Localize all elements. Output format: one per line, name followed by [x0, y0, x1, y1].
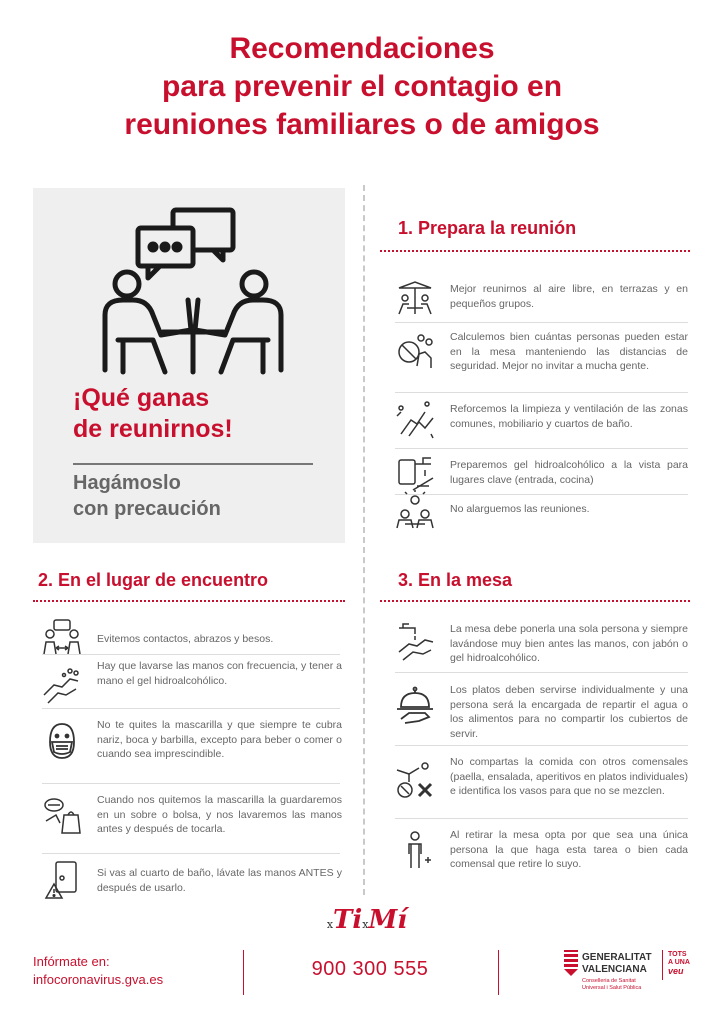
face-mask-icon — [42, 720, 82, 760]
gva-line-1: GENERALITAT — [582, 952, 652, 963]
hero-rule — [73, 463, 313, 465]
item-text: Reforcemos la limpieza y ventilación de las zonas comunes, mobiliario y cuartos de baño. — [450, 403, 688, 430]
hero-title-line-1: ¡Qué ganas — [73, 384, 210, 412]
column-divider — [363, 185, 365, 895]
title-line-2: para prevenir el contagio en — [161, 70, 563, 103]
separator — [42, 853, 340, 854]
tixmi-logo — [322, 905, 412, 945]
hand-sanitizer-icon — [395, 452, 435, 492]
item-text: No alarguemos las reuniones. — [450, 503, 590, 515]
tots-line-1: TOTS — [668, 951, 687, 958]
logo-x-left: x — [326, 918, 334, 931]
section-lugar-title: 2. En el lugar de encuentro — [38, 570, 269, 590]
washing-hands-tap-icon — [395, 622, 435, 662]
item-text: Hay que lavarse las manos con frecuencia, y tener a mano el gel hidroalcohólico. — [97, 660, 342, 687]
separator — [395, 322, 688, 323]
item-text: La mesa debe ponerla una sola persona y siempre lavándose muy bien antes las manos, con jabón o gel hidroalcohólico. — [450, 623, 688, 664]
info-label: Infórmate en: — [33, 954, 110, 969]
hero-subtitle-line-1: Hagámoslo — [73, 472, 181, 494]
logo-x-mid: x — [362, 918, 369, 931]
title-line-3: reuniones familiares o de amigos — [124, 108, 600, 141]
gva-subtitle — [582, 978, 641, 992]
no-crowd-icon — [395, 330, 435, 370]
section-prepara-title: 1. Prepara la reunión — [398, 218, 577, 238]
hero-title-line-2: de reunirnos! — [73, 415, 233, 443]
gva-sub-1: Conselleria de Sanitat — [582, 978, 636, 984]
phone-number[interactable]: 900 300 555 — [311, 958, 429, 980]
tots-a-una-veu-logo — [668, 951, 690, 975]
gva-logo-text — [582, 952, 652, 976]
cleaning-hands-icon — [395, 400, 435, 440]
separator — [395, 494, 688, 495]
item-text: No te quites la mascarilla y que siempre te cubra nariz, boca y barbilla, excepto para beber o comer o cuando sea imprescindible. — [97, 719, 342, 760]
tots-line-2: A UNA — [668, 959, 690, 966]
section-mesa-title: 3. En la mesa — [398, 570, 513, 590]
logo-mi: Mí — [368, 905, 408, 935]
item-text: Evitemos contactos, abrazos y besos. — [97, 633, 274, 645]
footer-divider — [243, 950, 244, 995]
item-text: Al retirar la mesa opta por que sea una única persona la que haga esta tarea o bien cada comensal que retire lo suyo. — [450, 829, 688, 870]
hand-wash-icon — [42, 665, 82, 705]
separator — [395, 448, 688, 449]
no-sharing-food-icon — [395, 760, 435, 800]
separator — [395, 392, 688, 393]
page-title — [0, 30, 724, 144]
item-text: Los platos deben servirse individualmente y una persona será la encargada de repartir el agua o los alimentos para no compartir los cubiertos de servir. — [450, 684, 688, 740]
section-mesa-rule — [380, 600, 690, 602]
section-lugar-rule — [33, 600, 345, 602]
meeting-people-icon — [93, 200, 293, 375]
hero-title — [73, 383, 343, 445]
serving-tray-icon — [395, 685, 435, 725]
bathroom-door-icon — [42, 860, 82, 900]
footer-divider — [662, 950, 663, 980]
hero-subtitle-line-2: con precaución — [73, 498, 221, 520]
separator — [395, 672, 688, 673]
gva-line-2: VALENCIANA — [582, 964, 647, 975]
separator — [42, 783, 340, 784]
no-contact-icon — [42, 618, 82, 658]
title-line-1: Recomendaciones — [229, 32, 495, 65]
separator — [395, 818, 688, 819]
single-person-icon — [395, 830, 435, 870]
section-prepara-rule — [380, 250, 690, 252]
logo-ti: Ti — [333, 905, 363, 935]
info-link[interactable]: infocoronavirus.gva.es — [33, 972, 164, 987]
short-meeting-icon — [395, 490, 435, 530]
separator — [42, 654, 340, 655]
separator — [395, 745, 688, 746]
mask-bag-icon — [42, 795, 82, 835]
gva-crest-icon — [563, 950, 579, 976]
tots-line-3: veu — [668, 966, 684, 976]
item-text: Cuando nos quitemos la mascarilla la guardaremos en un sobre o bolsa, y nos lavaremos las manos antes y después de tocarla. — [97, 794, 342, 835]
item-text: No compartas la comida con otros comensales (paella, ensalada, aperitivos en platos individuales) e identifica los vasos para que no se mezclen. — [450, 756, 688, 797]
item-text: Preparemos gel hidroalcohólico a la vista para lugares clave (entrada, cocina) — [450, 459, 688, 486]
gva-sub-2: Universal i Salut Pública — [582, 985, 642, 991]
hero-subtitle — [73, 470, 343, 522]
item-text: Mejor reunirnos al aire libre, en terrazas y en pequeños grupos. — [450, 283, 688, 310]
hero-box — [33, 188, 345, 543]
separator — [42, 708, 340, 709]
item-text: Calculemos bien cuántas personas pueden estar en la mesa manteniendo las distancias de seguridad. Mejor no invitar a mucha gente. — [450, 331, 688, 372]
footer-divider — [498, 950, 499, 995]
outdoor-terrace-icon — [395, 278, 435, 318]
item-text: Si vas al cuarto de baño, lávate las manos ANTES y después de usarlo. — [97, 867, 342, 894]
